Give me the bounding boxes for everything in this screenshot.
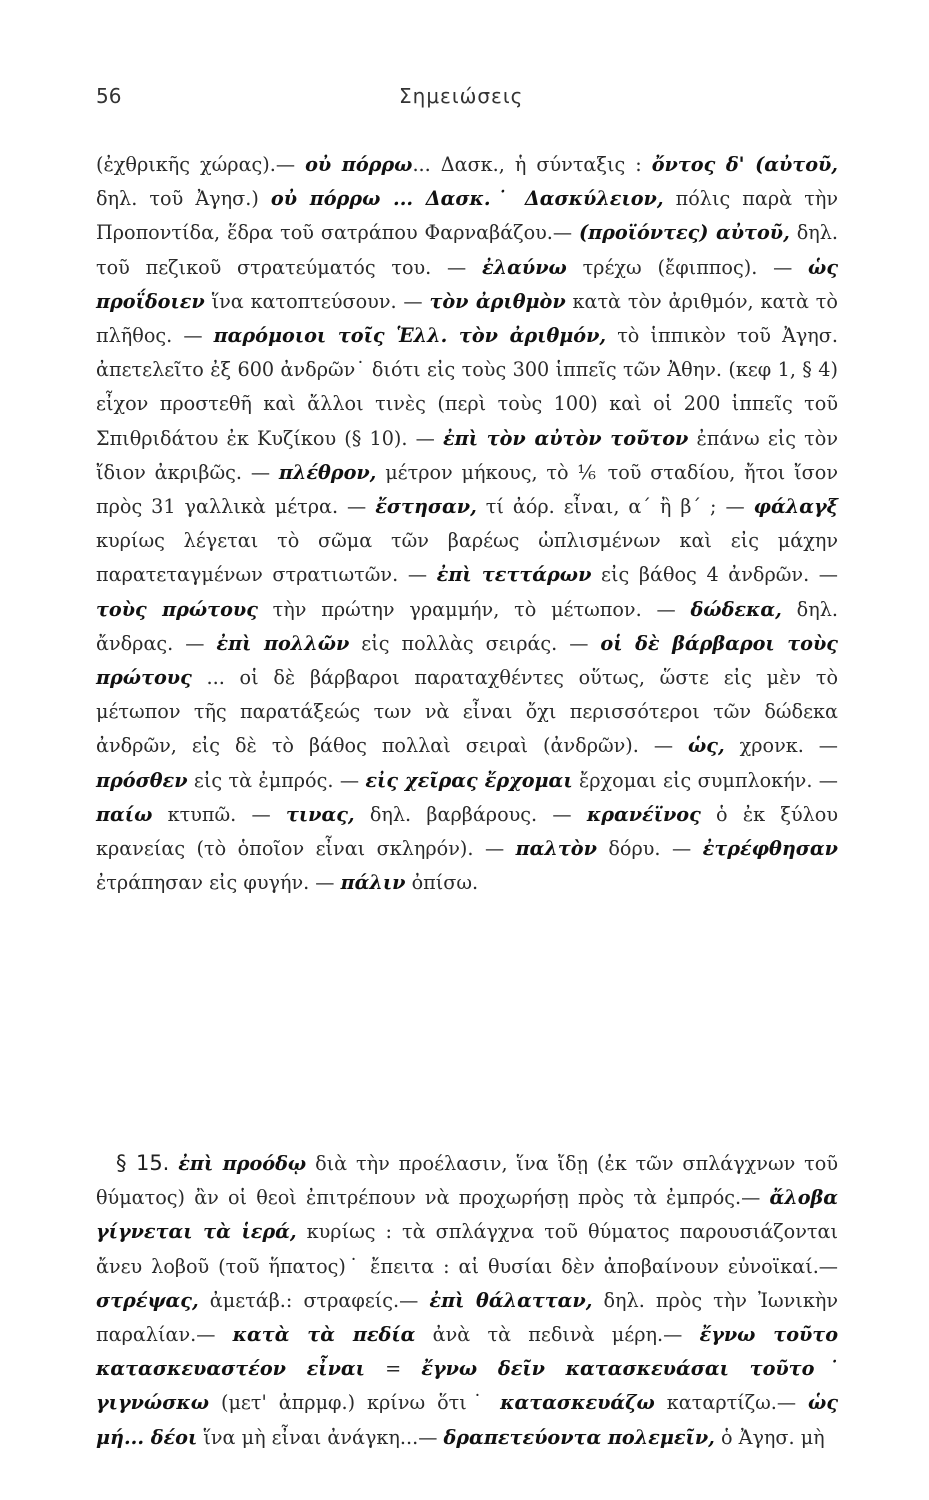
gloss-text: ὀπίσω. (405, 871, 479, 895)
lemma-term: παλτὸν (515, 837, 597, 861)
lemma-term: τοὺς πρώτους (96, 597, 258, 621)
lemma-term: ἐλαύνω (482, 255, 567, 279)
lemma-term: ἐπὶ τεττάρων (436, 563, 592, 587)
lemma-term: ἐπὶ προόδῳ (178, 1152, 307, 1175)
lemma-term: τὸν ἀριθμὸν (429, 289, 566, 313)
gloss-text: πόλις παρὰ τὴν Προποντίδα, ἕδρα τοῦ σατράπου Φαρναβάζου.— (96, 187, 838, 245)
gloss-text: εἰς τὰ ἐμπρός. — (187, 768, 366, 792)
lemma-term: (προϊόντες) αὐτοῦ, (579, 221, 790, 245)
gloss-text: ἐπάνω εἰς τὸν ἴδιον ἀκριβῶς. — (96, 426, 839, 484)
lemma-term: ἐπὶ πολλῶν (216, 631, 350, 655)
gloss-text: (ἐχθρικῆς χώρας).— (96, 153, 306, 176)
lemma-term: ἐπὶ τὸν αὐτὸν τοῦτον (442, 426, 689, 450)
gloss-text: δηλ. τοῦ Ἀγησ.) (96, 187, 271, 211)
lemma-term: ἐπὶ θάλατταν, (429, 1288, 593, 1312)
gloss-text: τὴν πρώτην γραμμήν, τὸ μέτωπον. — (257, 597, 691, 621)
gloss-text: ὁ Ἀγησ. μὴ (714, 1425, 825, 1449)
gloss-text: = (364, 1357, 422, 1381)
gloss-text: (μετ' ἀπρμφ.) κρίνω ὅτι˙ (209, 1391, 501, 1415)
lemma-term: ἐτρέφθησαν (702, 837, 838, 861)
page-number: 56 (96, 84, 122, 108)
lemma-term: εἰς χεῖρας ἔρχομαι (365, 768, 573, 792)
lemma-term: οὐ πόρρω ... Δασκ.˙ Δασκύλειον, (270, 187, 664, 211)
gloss-text: δηλ. ἄνδρας. — (96, 597, 838, 655)
gloss-text: μέτρον μήκους, τὸ ⅙ τοῦ σταδίου, ἤτοι ἴσον πρὸς 31 γαλλικὰ μέτρα. — (96, 460, 838, 519)
lemma-term: πρόσθεν (96, 768, 188, 792)
page-header (96, 84, 838, 114)
gloss-text: ἵνα κατοπτεύσουν. — (204, 289, 430, 313)
lemma-term: παρόμοιοι τοῖς Ἑλλ. τὸν ἀριθμόν, (213, 324, 607, 348)
gloss-text: δηλ. πρὸς τὴν Ἰωνικὴν παραλίαν.— (96, 1288, 838, 1347)
gloss-text: δόρυ. — (596, 837, 703, 861)
lemma-term: ὄντος δ' (αὐτοῦ, (651, 153, 838, 176)
gloss-text: ὁ ἐκ ξύλου κρανείας (τὸ ὁποῖον εἶναι σκληρόν). — (96, 802, 838, 861)
lemma-term: ὡς προΐδοιεν (96, 255, 838, 313)
notes-paragraph-1-text (96, 148, 838, 900)
section-15-label: § 15. (116, 1151, 170, 1175)
notes-paragraph-section-15 (96, 1146, 838, 1455)
gloss-text: δηλ. τοῦ πεζικοῦ στρατεύματός του. — (96, 221, 838, 279)
lemma-term: οὐ πόρρω (305, 153, 413, 176)
lemma-term: δραπετεύοντα πολεμεῖν, (443, 1425, 715, 1449)
lemma-term: ὡς, (688, 734, 725, 758)
lemma-term: ἔστησαν, (375, 495, 477, 519)
gloss-text: ἐτράπησαν εἰς φυγήν. — (96, 871, 341, 895)
lemma-term: ἄλοβα γίγνεται τὰ ἱερά, (96, 1186, 838, 1244)
gloss-text: χρονκ. — (724, 734, 838, 758)
gloss-text: τὸ ἱππικὸν τοῦ Ἀγησ. ἀπετελεῖτο ἐξ 600 ἀνδρῶν˙ διότι εἰς τοὺς 300 ἱππεῖς τῶν Ἀθην. (κεφ 1, § 4) εἶχον προστεθῆ καὶ ἄλλοι τινὲς (περὶ τοὺς 100) καὶ οἱ 200 ἱππεῖς τοῦ Σπιθριδάτου ἐκ Κυζίκου (§ 10). — (96, 324, 838, 450)
notes-paragraph-2-text (96, 1146, 838, 1455)
gloss-text: κυρίως : τὰ σπλάγχνα τοῦ θύματος παρουσιάζονται ἄνευ λοβοῦ (τοῦ ἥπατος)˙ ἔπειτα : αἱ θυσίαι δὲν ἀποβαίνουν εὐνοϊκαί.— (96, 1220, 838, 1278)
lemma-term: οἱ δὲ βάρβαροι τοὺς πρώτους (96, 631, 838, 690)
gloss-text: καταρτίζω.— (654, 1391, 809, 1415)
lemma-term: δώδεκα, (690, 597, 782, 621)
gloss-text: διὰ τὴν προέλασιν, ἵνα ἴδῃ (ἐκ τῶν σπλάγχνων τοῦ θύματος) ἂν οἱ θεοὶ ἐπιτρέπουν νὰ προχωρήσῃ πρὸς τὰ ἐμπρός.— (96, 1152, 838, 1210)
lemma-term: φάλαγξ (753, 495, 839, 519)
lemma-term: πλέθρον, (278, 460, 377, 484)
notes-paragraph-1 (96, 148, 838, 900)
gloss-text: κυρίως λέγεται τὸ σῶμα τῶν βαρέως ὡπλισμένων καὶ εἰς μάχην παρατεταγμένων στρατιωτῶν. — (96, 529, 838, 587)
gloss-text: τί ἀόρ. εἶναι, α΄ ἢ β΄ ; — (476, 495, 754, 519)
lemma-term: ἔγνω δεῖν κατασκευάσαι τοῦτο˙ γιγνώσκω (96, 1357, 838, 1415)
lemma-term: παίω (96, 802, 153, 826)
gloss-text: ... Δασκ., ἡ σύνταξις : (412, 153, 652, 176)
lemma-term: τινας, (285, 802, 355, 826)
gloss-text: δηλ. βαρβάρους. — (354, 802, 587, 826)
gloss-text: κτυπῶ. — (152, 802, 286, 826)
lemma-term: κατασκευάζω (500, 1391, 655, 1415)
gloss-text: ... οἱ δὲ βάρβαροι παραταχθέντες οὕτως, ὥστε εἰς μὲν τὸ μέτωπον τῆς παρατάξεώς των νὰ εἶναι ὄχι περισσότεροι τῶν δώδεκα ἀνδρῶν, εἰς δὲ τὸ βάθος πολλαὶ σειραὶ (ἀνδρῶν). — (96, 666, 838, 758)
lemma-term: κρανέϊνος (586, 802, 701, 826)
lemma-term: πάλιν (340, 871, 406, 895)
gloss-text: κατὰ τὸν ἀριθμόν, κατὰ τὸ πλῆθος. — (96, 289, 838, 348)
gloss-text: ἀμετάβ.: στραφείς.— (198, 1288, 430, 1312)
lemma-term: στρέψας, (96, 1288, 199, 1312)
gloss-text: ἀνὰ τὰ πεδινὰ μέρη.— (415, 1323, 700, 1347)
gloss-text: εἰς πολλὰς σειράς. — (349, 631, 601, 655)
lemma-term: ἔγνω τοῦτο κατασκευαστέον εἶναι (96, 1323, 839, 1381)
lemma-term: ὡς μή... δέοι (96, 1391, 838, 1449)
running-title: Σημειώσεις (399, 84, 524, 108)
lemma-term: κατὰ τὰ πεδία (232, 1323, 416, 1347)
gloss-text: ἵνα μὴ εἶναι ἀνάγκη...— (197, 1425, 444, 1449)
gloss-text: εἰς βάθος 4 ἀνδρῶν. — (591, 563, 838, 587)
gloss-text: τρέχω (ἔφιππος). — (566, 255, 809, 279)
gloss-text: ἔρχομαι εἰς συμπλοκήν. — (572, 768, 838, 792)
